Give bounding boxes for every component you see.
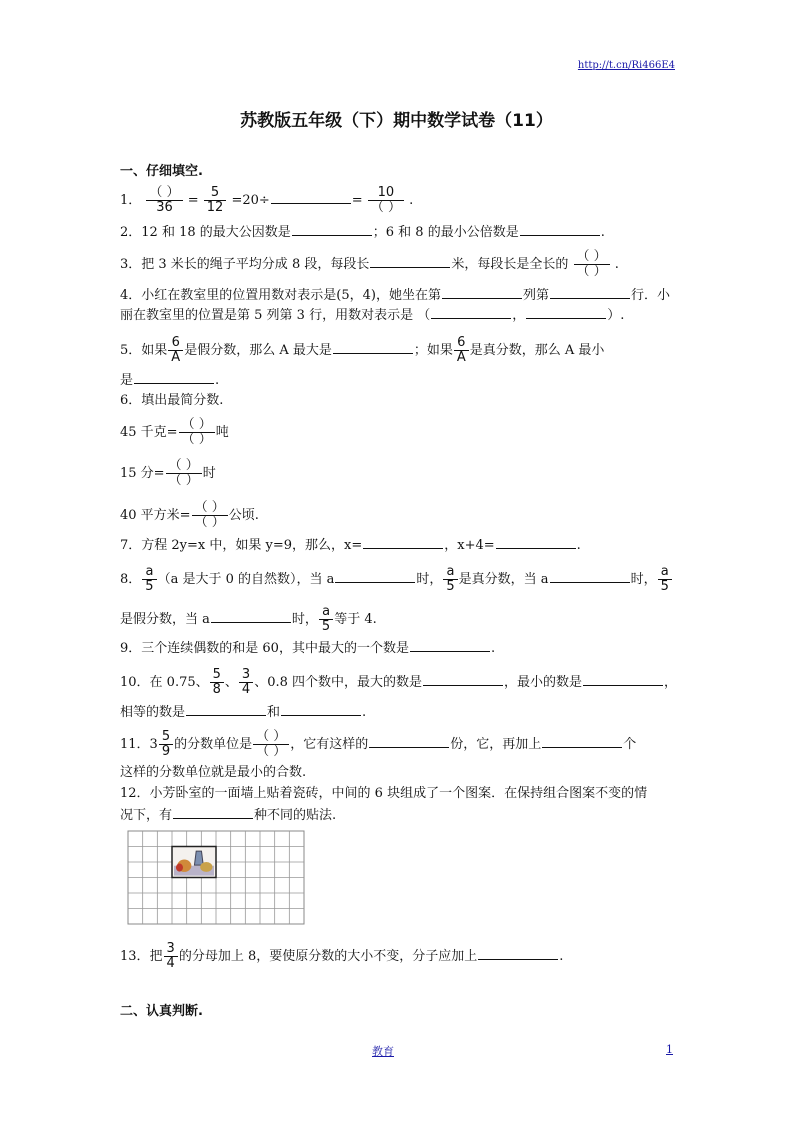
question-5-line-1: 5．如果 $\frac{6}{A}$ 是假分数，那么 A 最大是 ；如果 $\frac{6}{A}$ 是真分数，那么 A 最小 [120, 335, 605, 365]
answer-blank[interactable] [423, 672, 503, 686]
answer-blank[interactable] [442, 285, 522, 299]
tile-grid-svg [127, 830, 305, 925]
question-7: 7．方程 2y=x 中，如果 y=9，那么，x= ，x+4= . [120, 535, 581, 556]
page-number: 1 [666, 1043, 673, 1056]
answer-blank[interactable] [335, 569, 415, 583]
footer-center-link[interactable]: 教育 [372, 1045, 394, 1058]
answer-blank[interactable] [520, 222, 600, 236]
answer-blank[interactable] [292, 222, 372, 236]
q10-fraction-1: $\frac{5}{8}$ [210, 668, 224, 697]
question-12-line-1: 12．小芳卧室的一面墙上贴着瓷砖，中间的 6 块组成了一个图案．在保持组合图案不变的情 [120, 786, 648, 801]
answer-blank[interactable] [478, 946, 558, 960]
answer-blank[interactable] [431, 305, 511, 319]
question-2: 2．12 和 18 的最大公因数是 ；6 和 8 的最小公倍数是 . [120, 222, 605, 243]
q3-fraction: $\frac{( )}{( )}$ [574, 250, 610, 279]
q13-fraction: $\frac{3}{4}$ [164, 942, 178, 971]
question-5-line-2: 是 . [120, 370, 219, 391]
question-6-item-b: 15 分= $\frac{( )}{( )}$ 时 [120, 458, 216, 488]
tile-wall-grid-figure [127, 830, 305, 925]
question-13: 13．把 $\frac{3}{4}$ 的分母加上 8，要使原分数的大小不变，分子应加上 . [120, 941, 564, 971]
question-6-item-a: 45 千克= $\frac{( )}{( )}$ 吨 [120, 417, 229, 447]
question-8-line-2: 是假分数，当 a 时， $\frac{a}{5}$ 等于 4. [120, 604, 377, 634]
answer-blank[interactable] [550, 285, 630, 299]
q8-fraction-1: $\frac{a}{5}$ [142, 565, 156, 594]
page-title: 苏教版五年级（下）期中数学试卷（11） [240, 111, 553, 131]
question-4-line-2: 丽在教室里的位置是第 5 列第 3 行，用数对表示是 （ ， ）. [120, 305, 624, 326]
answer-blank[interactable] [173, 805, 253, 819]
question-11-line-1: 11．3 $\frac{5}{9}$ 的分数单位是 $\frac{( )}{( )}$ ，它有这样的 份，它，再加上 个 [120, 729, 637, 759]
q1-fraction-2: $\frac{5}{12}$ [204, 186, 227, 215]
answer-blank[interactable] [363, 535, 443, 549]
question-11-line-2: 这样的分数单位就是最小的合数. [120, 765, 307, 780]
answer-blank[interactable] [583, 672, 663, 686]
q8-fraction-2: $\frac{a}{5}$ [443, 565, 457, 594]
source-url-link[interactable]: http://t.cn/Ri466E4 [577, 60, 675, 71]
q11-fraction: $\frac{5}{9}$ [159, 730, 173, 759]
question-4-line-1: 4．小红在教室里的位置用数对表示是(5，4)，她坐在第 列第 行．小 [120, 285, 670, 306]
q11-unit-fraction: $\frac{( )}{( )}$ [253, 730, 289, 759]
q5-fraction-1: $\frac{6}{A}$ [168, 336, 183, 365]
q5-fraction-2: $\frac{6}{A}$ [454, 336, 469, 365]
q8-fraction-3: $\frac{a}{5}$ [658, 565, 672, 594]
section-heading-fill-in: 一、仔细填空. [120, 164, 203, 179]
question-12-line-2: 况下，有 种不同的贴法. [120, 805, 336, 826]
still-life-pattern-image [172, 847, 216, 878]
q6-fraction-c: $\frac{( )}{( )}$ [192, 501, 228, 530]
answer-blank[interactable] [410, 638, 490, 652]
q6-fraction-a: $\frac{( )}{( )}$ [179, 418, 215, 447]
answer-blank[interactable] [369, 734, 449, 748]
question-1: 1． $\frac{( )}{36}$ = $\frac{5}{12}$ =20÷ = $\frac{10}{( )}$ . [120, 185, 414, 215]
question-3: 3．把 3 米长的绳子平均分成 8 段，每段长 米，每段长是全长的 $\frac{( )}{( )}$ . [120, 249, 619, 279]
question-8-line-1: 8． $\frac{a}{5}$ （a 是大于 0 的自然数），当 a 时， $\frac{a}{5}$ 是真分数，当 a 时， $\frac{a}{5}$ [120, 565, 673, 594]
question-9: 9．三个连续偶数的和是 60，其中最大的一个数是 . [120, 638, 495, 659]
q1-fraction-1: $\frac{( )}{36}$ [146, 186, 182, 215]
answer-blank[interactable] [550, 569, 630, 583]
answer-blank[interactable] [542, 734, 622, 748]
q1-fraction-3: $\frac{10}{( )}$ [368, 186, 404, 215]
question-6-item-c: 40 平方米= $\frac{( )}{( )}$ 公顷. [120, 500, 259, 530]
q10-fraction-2: $\frac{3}{4}$ [239, 668, 253, 697]
q8-fraction-4: $\frac{a}{5}$ [319, 605, 333, 634]
section-heading-judgement: 二、认真判断. [120, 1004, 203, 1019]
answer-blank[interactable] [496, 535, 576, 549]
q1-number: 1． [120, 193, 142, 208]
answer-blank[interactable] [333, 340, 413, 354]
answer-blank[interactable] [281, 702, 361, 716]
answer-blank[interactable] [134, 370, 214, 384]
answer-blank[interactable] [370, 254, 450, 268]
question-6-heading: 6．填出最简分数. [120, 393, 224, 408]
answer-blank[interactable] [271, 190, 351, 204]
answer-blank[interactable] [526, 305, 606, 319]
question-10-line-2: 相等的数是 和 . [120, 702, 366, 723]
q6-fraction-b: $\frac{( )}{( )}$ [166, 459, 202, 488]
question-10-line-1: 10．在 0.75、 $\frac{5}{8}$ 、 $\frac{3}{4}$ 、0.8 四个数中，最大的数是 ，最小的数是 ， [120, 667, 678, 697]
answer-blank[interactable] [186, 702, 266, 716]
answer-blank[interactable] [211, 609, 291, 623]
